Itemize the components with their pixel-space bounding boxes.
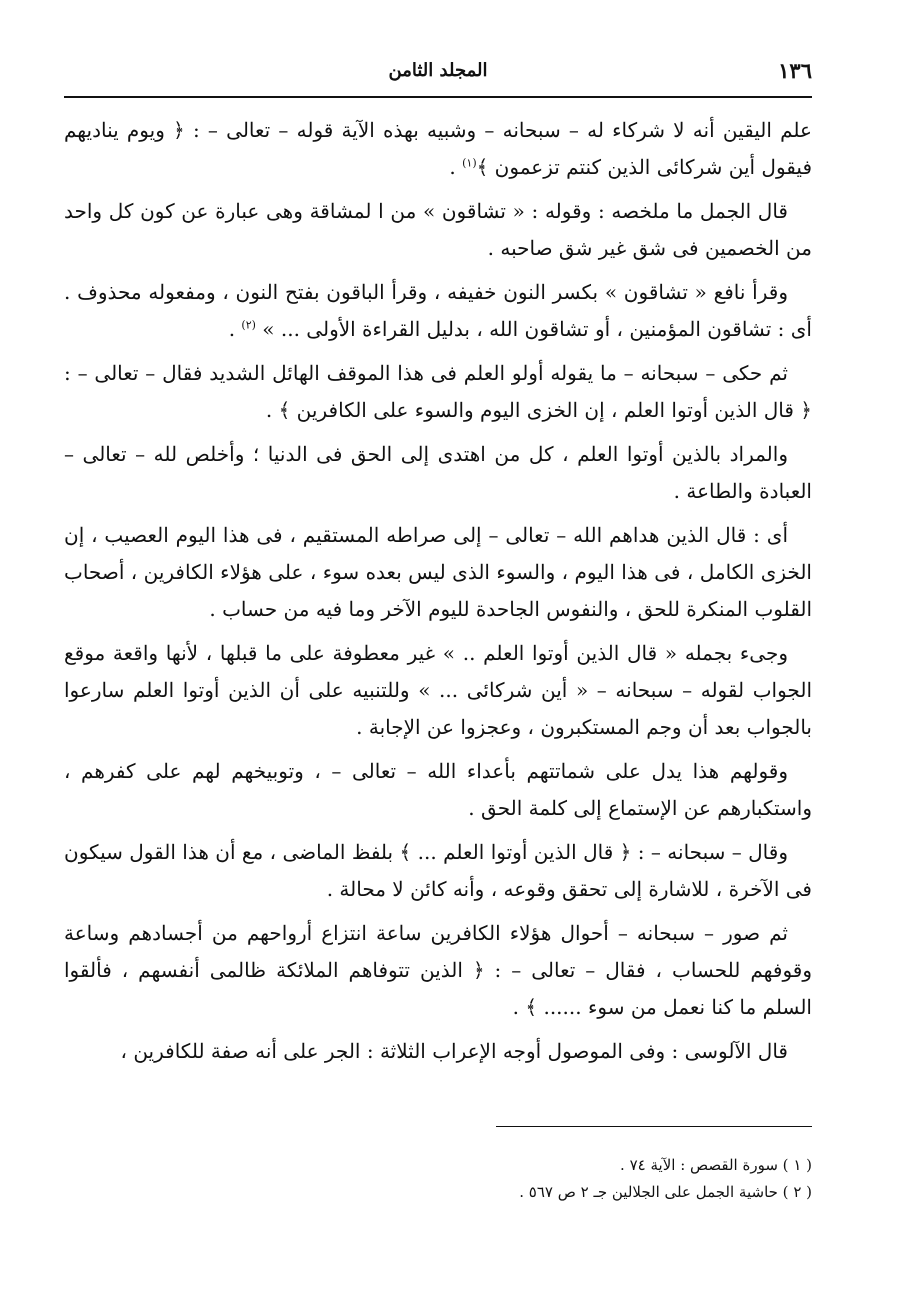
paragraph: وقرأ نافع « تشاقون » بكسر النون خفيفه ، وقرأ الباقون بفتح النون ، ومفعوله محذوف . أى : تشاقون المؤمنين ، أو تشاقون الله ، بدليل القراءة الأولى ... » $^{(٢)}$ . xyxy=(64,280,812,341)
main-text xyxy=(64,112,812,1077)
paragraph: وقال – سبحانه – : ﴿ قال الذين أوتوا العلم ... ﴾ بلفظ الماضى ، مع أن هذا القول سيكون فى الآخرة ، للاشارة إلى تحقق وقوعه ، وأنه كائن لا محالة . xyxy=(64,840,812,901)
footnotes xyxy=(162,1152,812,1206)
volume-title: المجلد الثامن xyxy=(388,60,488,81)
paragraph: علم اليقين أنه لا شركاء له – سبحانه – وشبيه بهذه الآية قوله – تعالى – : ﴿ ويوم يناديهم فيقول أين شركائى الذين كنتم تزعمون ﴾$^{(١)}$ . xyxy=(64,118,812,179)
paragraph: أى : قال الذين هداهم الله – تعالى – إلى صراطه المستقيم ، فى هذا اليوم العصيب ، إن الخزى الكامل ، فى هذا اليوم ، والسوء الذى ليس بعده سوء ، على هؤلاء الكافرين ، أصحاب القلوب المنكرة للحق ، والنفوس الجاحدة لليوم الآخر وما فيه من حساب . xyxy=(64,523,812,621)
page-number: ١٣٦ xyxy=(778,58,812,83)
paragraph: وقولهم هذا يدل على شماتتهم بأعداء الله – تعالى – ، وتوبيخهم لهم على كفرهم ، واستكبارهم عن الإستماع إلى كلمة الحق . xyxy=(64,759,812,820)
paragraph: والمراد بالذين أوتوا العلم ، كل من اهتدى إلى الحق فى الدنيا ؛ وأخلص لله – تعالى – العبادة والطاعة . xyxy=(64,442,812,503)
paragraph: قال الآلوسى : وفى الموصول أوجه الإعراب الثلاثة : الجر على أنه صفة للكافرين ، xyxy=(120,1039,788,1063)
paragraph: وجىء بجمله « قال الذين أوتوا العلم .. » غير معطوفة على ما قبلها ، لأنها واقعة موقع الجواب لقوله – سبحانه – « أين شركائى ... » وللتنبيه على أن الذين أوتوا العلم سارعوا بالجواب بعد أن وجم المستكبرون ، وعجزوا عن الإجابة . xyxy=(64,641,812,739)
footnote-item: ( ٢ ) حاشية الجمل على الجلالين جـ ٢ ص ٥٦٧ . xyxy=(519,1183,812,1201)
page-header xyxy=(64,58,812,88)
footnote-divider xyxy=(496,1126,812,1127)
footnote-reference[interactable]: (٢) xyxy=(241,318,256,332)
footnote-item: ( ١ ) سورة القصص : الآية ٧٤ . xyxy=(620,1156,812,1174)
paragraph: قال الجمل ما ملخصه : وقوله : « تشاقون » من ا لمشاقة وهى عبارة عن كون كل واحد من الخصمين فى شق غير شق صاحبه . xyxy=(64,199,812,260)
footnote-reference[interactable]: (١) xyxy=(462,156,477,170)
paragraph: ثم حكى – سبحانه – ما يقوله أولو العلم فى هذا الموقف الهائل الشديد فقال – تعالى – : ﴿ قال الذين أوتوا العلم ، إن الخزى اليوم والسوء على الكافرين ﴾ . xyxy=(64,361,812,422)
header-divider xyxy=(64,96,812,98)
paragraph: ثم صور – سبحانه – أحوال هؤلاء الكافرين ساعة انتزاع أرواحهم من أجسادهم وساعة وقوفهم للحساب ، فقال – تعالى – : ﴿ الذين تتوفاهم الملائكة ظالمى أنفسهم ، فألقوا السلم ما كنا نعمل من سوء ...... ﴾ . xyxy=(64,921,812,1019)
